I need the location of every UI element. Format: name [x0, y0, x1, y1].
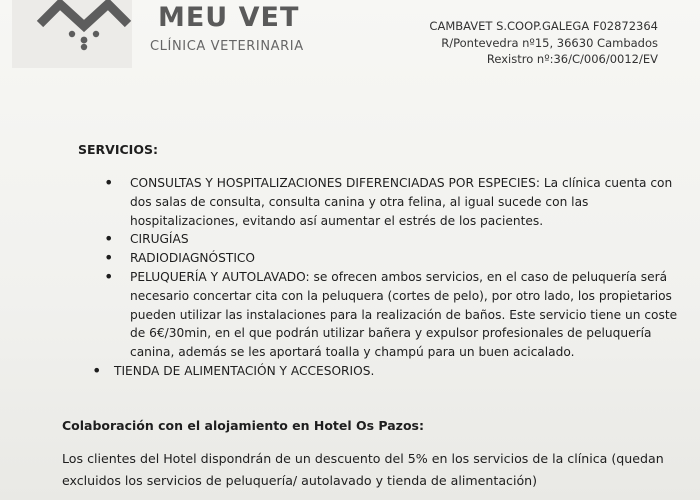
collaboration-title: Colaboración con el alojamiento en Hotel Os Pazos:	[62, 418, 424, 433]
services-list	[96, 174, 686, 381]
service-item-radiodiagnostico: • RADIODIAGNÓSTICO	[96, 249, 686, 268]
services-title: SERVICIOS:	[78, 142, 158, 157]
company-address-line: R/Pontevedra nº15, 36630 Cambados	[441, 35, 658, 50]
service-item-peluqueria: • PELUQUERÍA Y AUTOLAVADO: se ofrecen ambos servicios, en el caso de peluquería será necesario concertar cita con la peluquera (cortes de pelo), por otro lado, los propietarios pueden utilizar las instalaciones para la realización de baños. Este servicio tiene un coste de 6€/30min, en el que podrán utilizar bañera y expulsor profesionales de peluquería canina, además se les aportará toalla y champú para un buen acicalado.	[96, 268, 686, 362]
paw-m-logo-icon	[36, 0, 132, 54]
company-registry-line: Rexistro nº:36/C/006/0012/EV	[486, 52, 658, 66]
service-item-tienda: • TIENDA DE ALIMENTACIÓN Y ACCESORIOS.	[90, 362, 686, 381]
company-info	[378, 18, 658, 68]
brand-subtitle: CLÍNICA VETERINARIA	[150, 39, 304, 54]
collaboration-text: Los clientes del Hotel dispondrán de un descuento del 5% en los servicios de la clínica (quedan excluidos los servicios de peluquería/ autolavado y tienda de alimentación)	[62, 451, 664, 488]
company-name-line: CAMBAVET S.COOP.GALEGA F02872364	[429, 19, 658, 33]
logo	[12, 0, 132, 68]
brand-name: MEU VET	[158, 2, 300, 33]
service-item-cirugias: • CIRUGÍAS	[96, 230, 686, 249]
service-item-consultas: • CONSULTAS Y HOSPITALIZACIONES DIFERENCIADAS POR ESPECIES: La clínica cuenta con dos salas de consulta, consulta canina y otra felina, al igual sucede con las hospitalizaciones, evitando así aumentar el estrés de los pacientes.	[96, 174, 686, 230]
